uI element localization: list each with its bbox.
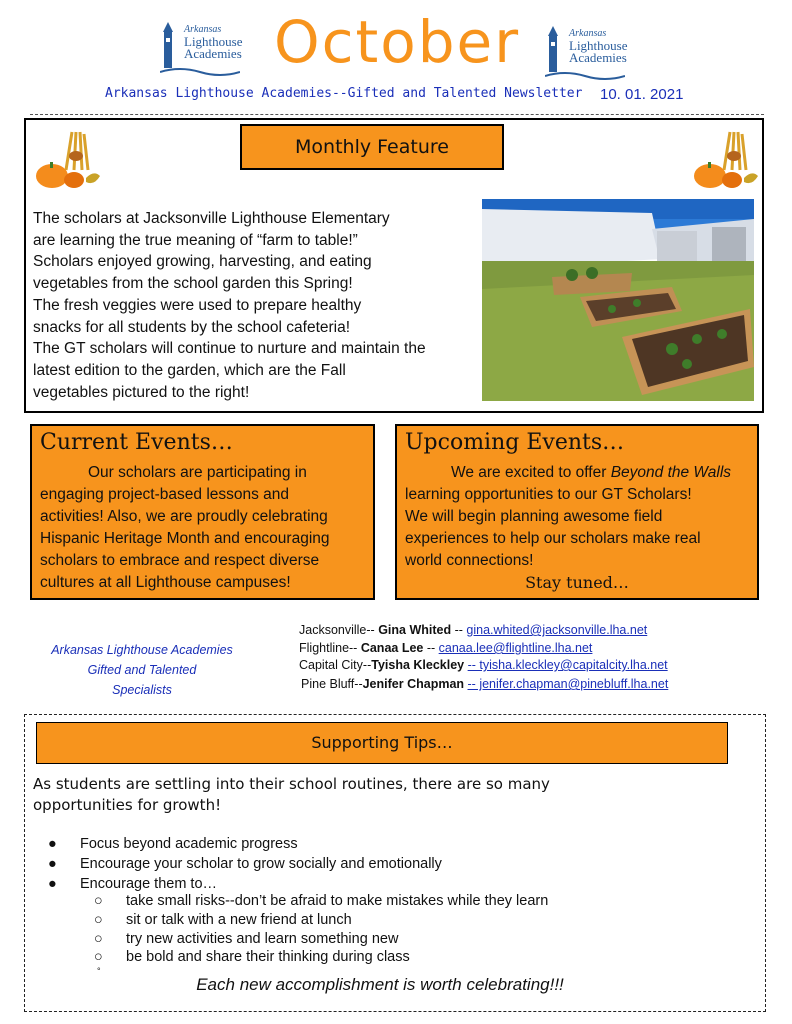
newsletter-title: October: [273, 8, 521, 76]
email-link[interactable]: -- tyisha.kleckley@capitalcity.lha.net: [467, 658, 668, 672]
monthly-feature-text: The scholars at Jacksonville Lighthouse Elementary are learning the true meaning of “farm to table!” Scholars enjoyed growing, harvesting, and eating vegetables from the school garden this Spring! The fresh veggies were used to prepare healthy snacks for all students by the school cafeteria! The GT scholars will continue to nurture and maintain the latest edition to the garden, which are the Fall vegetables pictured to the right!: [33, 210, 426, 401]
contact-flightline: Flightline-- Canaa Lee -- canaa.lee@flightline.lha.net: [299, 641, 593, 655]
contact-pine-bluff: Pine Bluff--Jenifer Chapman -- jenifer.chapman@pinebluff.lha.net: [301, 677, 669, 691]
specialists-heading: Arkansas Lighthouse Academies Gifted and Talented Specialists: [51, 643, 233, 697]
newsletter-date: 10. 01. 2021: [600, 86, 684, 103]
contact-capital-city: Capital City--Tyisha Kleckley -- tyisha.kleckley@capitalcity.lha.net: [299, 658, 668, 672]
email-link[interactable]: canaa.lee@flightline.lha.net: [438, 641, 593, 655]
closing-statement: Each new accomplishment is worth celebrating!!!: [196, 975, 564, 994]
upcoming-events-title: Upcoming Events…: [405, 430, 625, 455]
autumn-harvest-icon: [30, 126, 102, 194]
header-divider: [30, 114, 764, 115]
monthly-feature-label: Monthly Feature: [240, 124, 504, 170]
email-link[interactable]: gina.whited@jacksonville.lha.net: [466, 623, 648, 637]
garden-photo: [482, 199, 754, 401]
newsletter-subtitle: Arkansas Lighthouse Academies--Gifted and Talented Newsletter: [105, 86, 583, 101]
current-events-section: [30, 424, 375, 600]
contact-jacksonville: Jacksonville-- Gina Whited -- gina.whited@jacksonville.lha.net: [299, 623, 648, 637]
upcoming-events-text: We are excited to offer Beyond the Walls learning opportunities to our GT Scholars! We will begin planning awesome field experiences to help our scholars make real world connections! Stay tuned…: [405, 462, 749, 594]
supporting-tips-label: Supporting Tips…: [36, 722, 728, 764]
current-events-title: Current Events…: [40, 430, 233, 455]
lighthouse-logo-right: Arkansas Lighthouse Academies: [545, 22, 625, 80]
tips-intro: As students are settling into their school routines, there are so many opportunities for growth!: [33, 775, 550, 814]
autumn-harvest-icon: [688, 126, 760, 194]
email-link[interactable]: -- jenifer.chapman@pinebluff.lha.net: [467, 677, 669, 691]
upcoming-events-section: [395, 424, 759, 600]
stay-tuned: Stay tuned…: [525, 573, 629, 592]
current-events-text: Our scholars are participating in engaging project-based lessons and activities! Also, we are proudly celebrating Hispanic Heritage Month and encouraging scholars to embrace and respect diverse cultures at all Lighthouse campuses!: [40, 464, 330, 591]
lighthouse-logo-left: Arkansas Lighthouse Academies: [160, 18, 240, 76]
